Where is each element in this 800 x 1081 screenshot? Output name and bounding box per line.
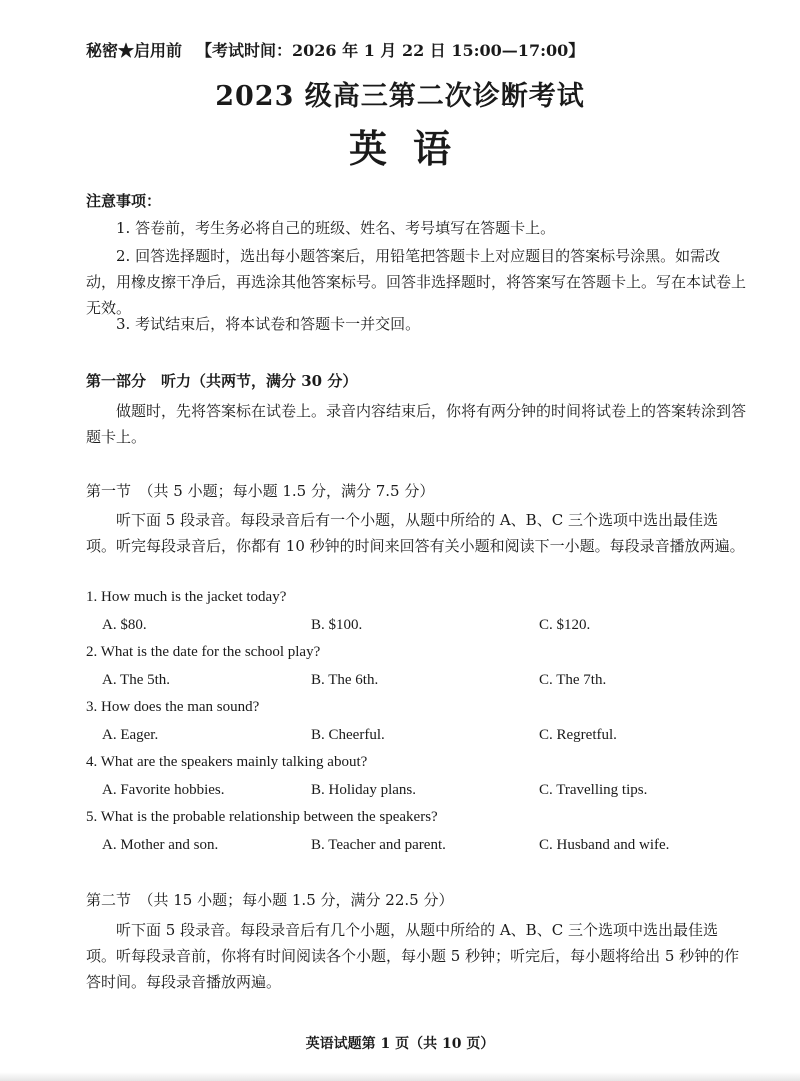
- option-a: A. Favorite hobbies.: [102, 782, 225, 798]
- notice-item: 1. 答卷前，考生务必将自己的班级、姓名、考号填写在答题卡上。: [116, 219, 556, 237]
- section1-description: 听下面 5 段录音。每段录音后有一个小题，从题中所给的 A、B、C 三个选项中选出最佳选项。听完每段录音后，你都有 10 秒钟的时间来回答有关小题和阅读下一小题。每段录音播放两遍。: [86, 511, 745, 555]
- header-line: [86, 38, 584, 61]
- subject-title: 英语: [348, 126, 477, 171]
- option-a: A. The 5th.: [102, 672, 171, 688]
- question-stem: 1. How much is the jacket today?: [86, 589, 287, 605]
- option-a: A. Eager.: [102, 727, 159, 743]
- question-stem: 5. What is the probable relationship between the speakers?: [86, 809, 438, 825]
- option-b: B. Cheerful.: [311, 727, 385, 743]
- option-b: B. $100.: [311, 617, 363, 633]
- option-c: C. Husband and wife.: [539, 837, 670, 853]
- option-b: B. The 6th.: [311, 672, 379, 688]
- notice-item: 2. 回答选择题时，选出每小题答案后，用铅笔把答题卡上对应题目的答案标号涂黑。如需改动，用橡皮擦干净后，再选涂其他答案标号。回答非选择题时，将答案写在答题卡上。写在本试卷上无效。: [86, 247, 747, 317]
- part1-description: 做题时，先将答案标在试卷上。录音内容结束后，你将有两分钟的时间将试卷上的答案转涂到答题卡上。: [86, 402, 747, 446]
- exam-time: 【考试时间：2026 年 1 月 22 日 15:00—17:00】: [196, 41, 585, 60]
- page-footer: 英语试题第 1 页（共 10 页）: [305, 1036, 495, 1052]
- option-a: A. Mother and son.: [102, 837, 219, 853]
- question-stem: 3. How does the man sound?: [86, 699, 260, 715]
- option-c: C. $120.: [539, 617, 591, 633]
- option-c: C. Regretful.: [539, 727, 617, 743]
- scan-edge-divider: [0, 1072, 800, 1081]
- exam-title: 2023 级高三第二次诊断考试: [215, 81, 585, 112]
- option-b: B. Teacher and parent.: [311, 837, 446, 853]
- option-b: B. Holiday plans.: [311, 782, 416, 798]
- notice-item: 3. 考试结束后，将本试卷和答题卡一并交回。: [116, 315, 421, 333]
- section2-description: 听下面 5 段录音。每段录音后有几个小题，从题中所给的 A、B、C 三个选项中选出最佳选项。听每段录音前，你将有时间阅读各个小题，每小题 5 秒钟；听完后，每小题将给出 5 秒钟的作答时间。每段录音播放两遍。: [86, 921, 740, 991]
- question-stem: 4. What are the speakers mainly talking about?: [86, 754, 368, 770]
- secret-label: 秘密★启用前: [86, 41, 183, 60]
- section2-heading: 第二节 （共 15 小题；每小题 1.5 分，满分 22.5 分）: [86, 891, 454, 909]
- question-stem: 2. What is the date for the school play?: [86, 644, 321, 660]
- option-a: A. $80.: [102, 617, 147, 633]
- option-c: C. The 7th.: [539, 672, 607, 688]
- notice-heading: 注意事项：: [86, 192, 162, 210]
- option-c: C. Travelling tips.: [539, 782, 648, 798]
- section1-heading: 第一节 （共 5 小题；每小题 1.5 分，满分 7.5 分）: [86, 482, 435, 500]
- part1-heading: 第一部分 听力（共两节，满分 30 分）: [86, 372, 358, 390]
